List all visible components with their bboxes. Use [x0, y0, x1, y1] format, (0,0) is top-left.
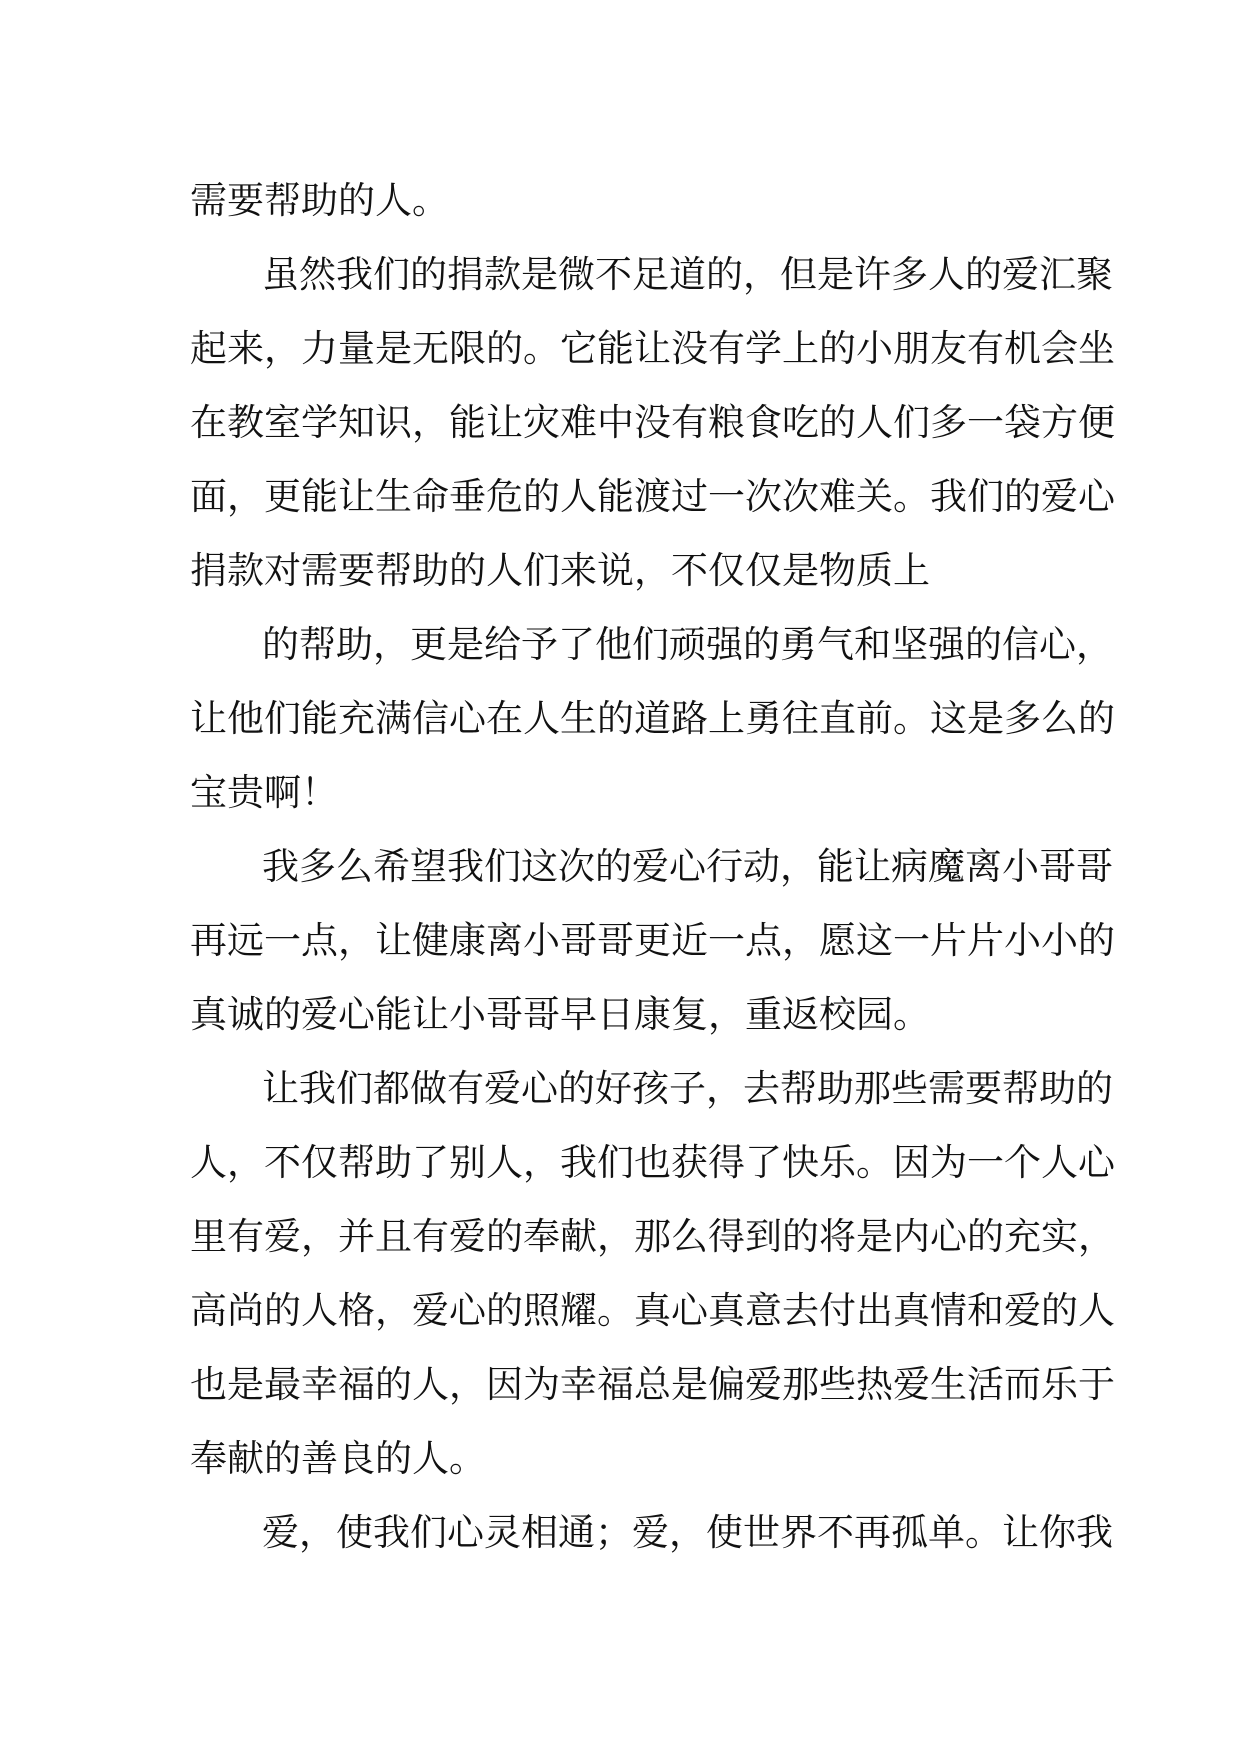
- text-line: 捐款对需要帮助的人们来说，不仅仅是物质上: [190, 549, 930, 592]
- text-line: 再远一点，让健康离小哥哥更近一点，愿这一片片小小的: [190, 919, 1115, 962]
- text-line: 里有爱，并且有爱的奉献，那么得到的将是内心的充实，: [190, 1215, 1115, 1258]
- text-line: 的帮助，更是给予了他们顽强的勇气和坚强的信心，: [262, 623, 1113, 666]
- text-line: 虽然我们的捐款是微不足道的，但是许多人的爱汇聚: [262, 253, 1113, 296]
- text-line: 起来，力量是无限的。它能让没有学上的小朋友有机会坐: [190, 327, 1115, 370]
- text-line: 在教室学知识，能让灾难中没有粮食吃的人们多一袋方便: [190, 401, 1115, 444]
- text-line: 奉献的善良的人。: [190, 1437, 486, 1480]
- text-line: 也是最幸福的人，因为幸福总是偏爱那些热爱生活而乐于: [190, 1363, 1115, 1406]
- text-line: 让我们都做有爱心的好孩子，去帮助那些需要帮助的: [262, 1067, 1113, 1110]
- text-line: 我多么希望我们这次的爱心行动，能让病魔离小哥哥: [262, 845, 1113, 888]
- text-line: 需要帮助的人。: [190, 179, 449, 222]
- text-line: 高尚的人格，爱心的照耀。真心真意去付出真情和爱的人: [190, 1289, 1115, 1332]
- body-text: [190, 164, 1115, 1570]
- text-line: 爱，使我们心灵相通；爱，使世界不再孤单。让你我: [262, 1511, 1113, 1554]
- text-line: 宝贵啊！: [190, 771, 338, 814]
- text-line: 人，不仅帮助了别人，我们也获得了快乐。因为一个人心: [190, 1141, 1115, 1184]
- text-line: 让他们能充满信心在人生的道路上勇往直前。这是多么的: [190, 697, 1115, 740]
- text-line: 真诚的爱心能让小哥哥早日康复，重返校园。: [190, 993, 930, 1036]
- text-line: 面，更能让生命垂危的人能渡过一次次难关。我们的爱心: [190, 475, 1115, 518]
